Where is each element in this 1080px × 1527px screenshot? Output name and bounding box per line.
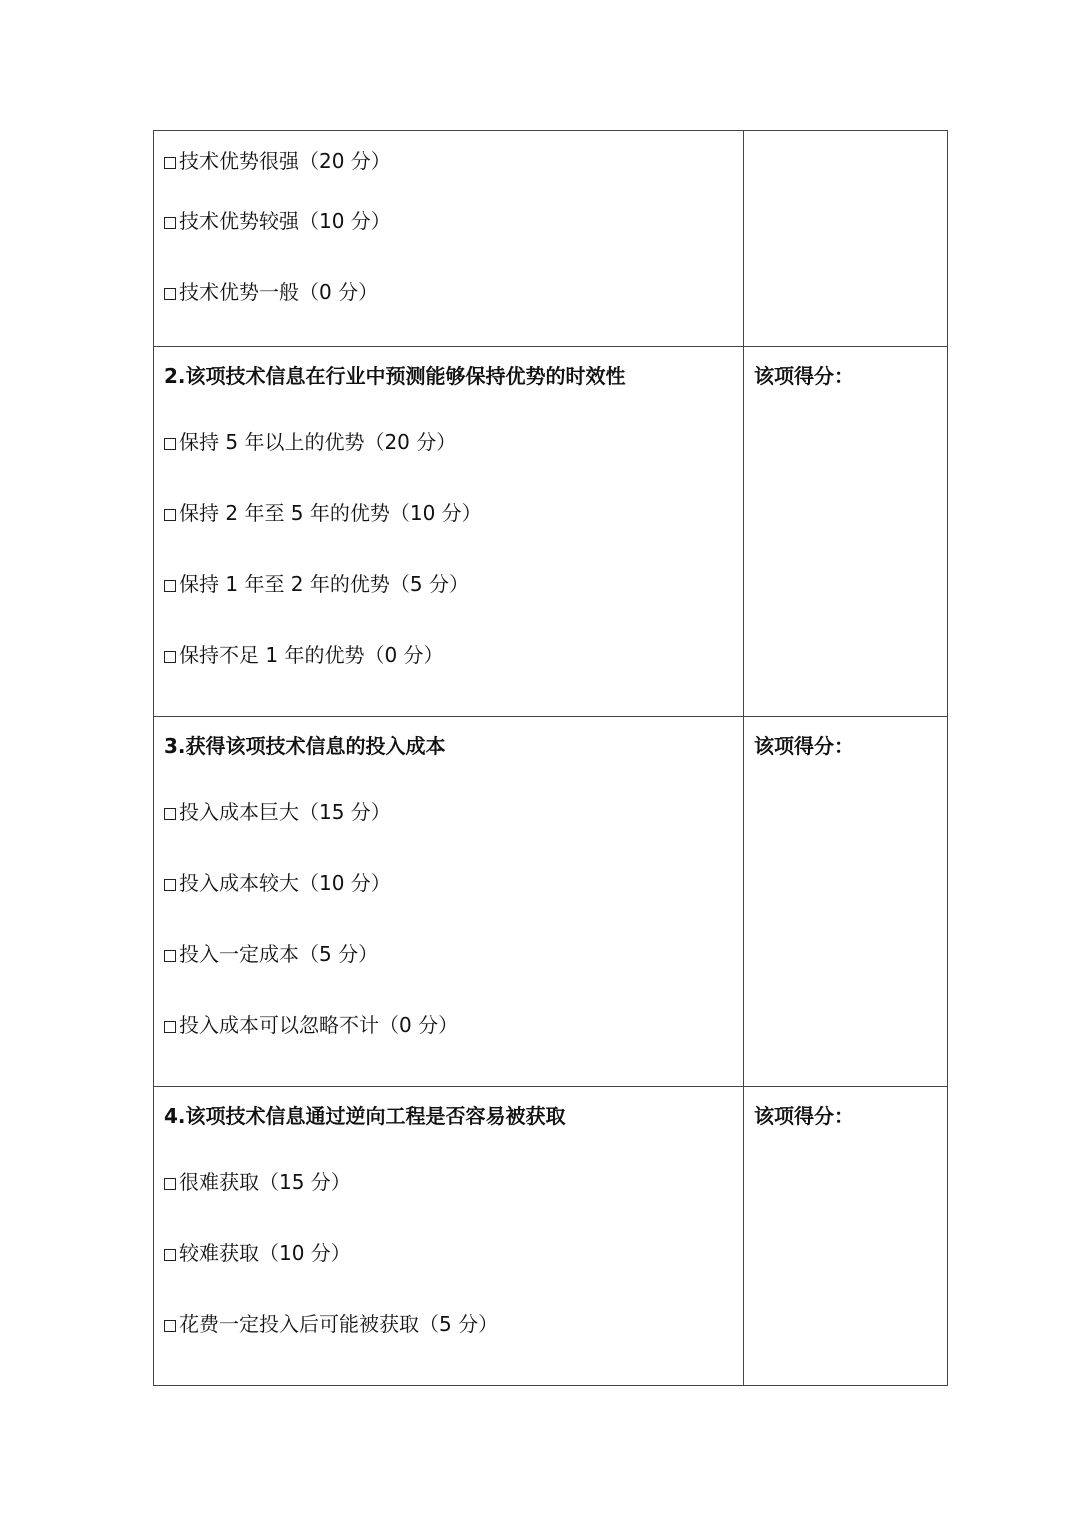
option-item[interactable] xyxy=(164,554,733,625)
score-cell-4[interactable] xyxy=(744,1087,948,1386)
score-label: 该项得分： xyxy=(754,1104,854,1128)
checkbox-icon[interactable] xyxy=(164,438,176,450)
option-item[interactable] xyxy=(164,262,733,333)
score-label: 该项得分： xyxy=(754,734,854,758)
option-item[interactable] xyxy=(164,1223,733,1294)
option-item[interactable] xyxy=(164,1294,733,1365)
criteria-cell-2 xyxy=(154,347,744,717)
option-label: 投入一定成本（5 分） xyxy=(179,942,379,966)
option-label: 保持不足 1 年的优势（0 分） xyxy=(179,643,444,667)
option-item[interactable] xyxy=(164,412,733,483)
section-row-4 xyxy=(154,1087,948,1386)
checkbox-icon[interactable] xyxy=(164,157,176,169)
option-label: 很难获取（15 分） xyxy=(179,1170,351,1194)
option-item[interactable] xyxy=(164,1152,733,1223)
checkbox-icon[interactable] xyxy=(164,950,176,962)
option-label: 花费一定投入后可能被获取（5 分） xyxy=(179,1312,499,1336)
checkbox-icon[interactable] xyxy=(164,509,176,521)
checkbox-icon[interactable] xyxy=(164,288,176,300)
option-label: 技术优势一般（0 分） xyxy=(179,280,379,304)
score-label: 该项得分： xyxy=(754,364,854,388)
section-row-1 xyxy=(154,131,948,347)
score-cell-1[interactable] xyxy=(744,131,948,347)
option-label: 投入成本可以忽略不计（0 分） xyxy=(179,1013,459,1037)
option-label: 保持 5 年以上的优势（20 分） xyxy=(179,430,457,454)
option-item[interactable] xyxy=(164,782,733,853)
option-item[interactable] xyxy=(164,853,733,924)
checkbox-icon[interactable] xyxy=(164,580,176,592)
option-label: 技术优势很强（20 分） xyxy=(179,149,391,173)
score-cell-3[interactable] xyxy=(744,717,948,1087)
checkbox-icon[interactable] xyxy=(164,217,176,229)
option-item[interactable] xyxy=(164,191,733,262)
checkbox-icon[interactable] xyxy=(164,1320,176,1332)
section-row-3 xyxy=(154,717,948,1087)
criteria-cell-4 xyxy=(154,1087,744,1386)
checkbox-icon[interactable] xyxy=(164,808,176,820)
option-label: 保持 1 年至 2 年的优势（5 分） xyxy=(179,572,469,596)
option-label: 较难获取（10 分） xyxy=(179,1241,351,1265)
section-row-2 xyxy=(154,347,948,717)
option-item[interactable] xyxy=(164,924,733,995)
checkbox-icon[interactable] xyxy=(164,1178,176,1190)
option-item[interactable] xyxy=(164,625,733,696)
option-item[interactable] xyxy=(164,995,733,1066)
criteria-cell-3 xyxy=(154,717,744,1087)
section-heading: 3.获得该项技术信息的投入成本 xyxy=(164,734,446,758)
option-label: 投入成本巨大（15 分） xyxy=(179,800,391,824)
criteria-cell-1 xyxy=(154,131,744,347)
option-label: 保持 2 年至 5 年的优势（10 分） xyxy=(179,501,482,525)
option-item[interactable] xyxy=(164,483,733,554)
section-heading: 2.该项技术信息在行业中预测能够保持优势的时效性 xyxy=(164,364,626,388)
checkbox-icon[interactable] xyxy=(164,651,176,663)
option-label: 投入成本较大（10 分） xyxy=(179,871,391,895)
checkbox-icon[interactable] xyxy=(164,1021,176,1033)
checkbox-icon[interactable] xyxy=(164,1249,176,1261)
scoring-table xyxy=(153,130,948,1386)
option-label: 技术优势较强（10 分） xyxy=(179,209,391,233)
section-heading: 4.该项技术信息通过逆向工程是否容易被获取 xyxy=(164,1104,566,1128)
score-cell-2[interactable] xyxy=(744,347,948,717)
option-item[interactable] xyxy=(164,131,733,191)
checkbox-icon[interactable] xyxy=(164,879,176,891)
